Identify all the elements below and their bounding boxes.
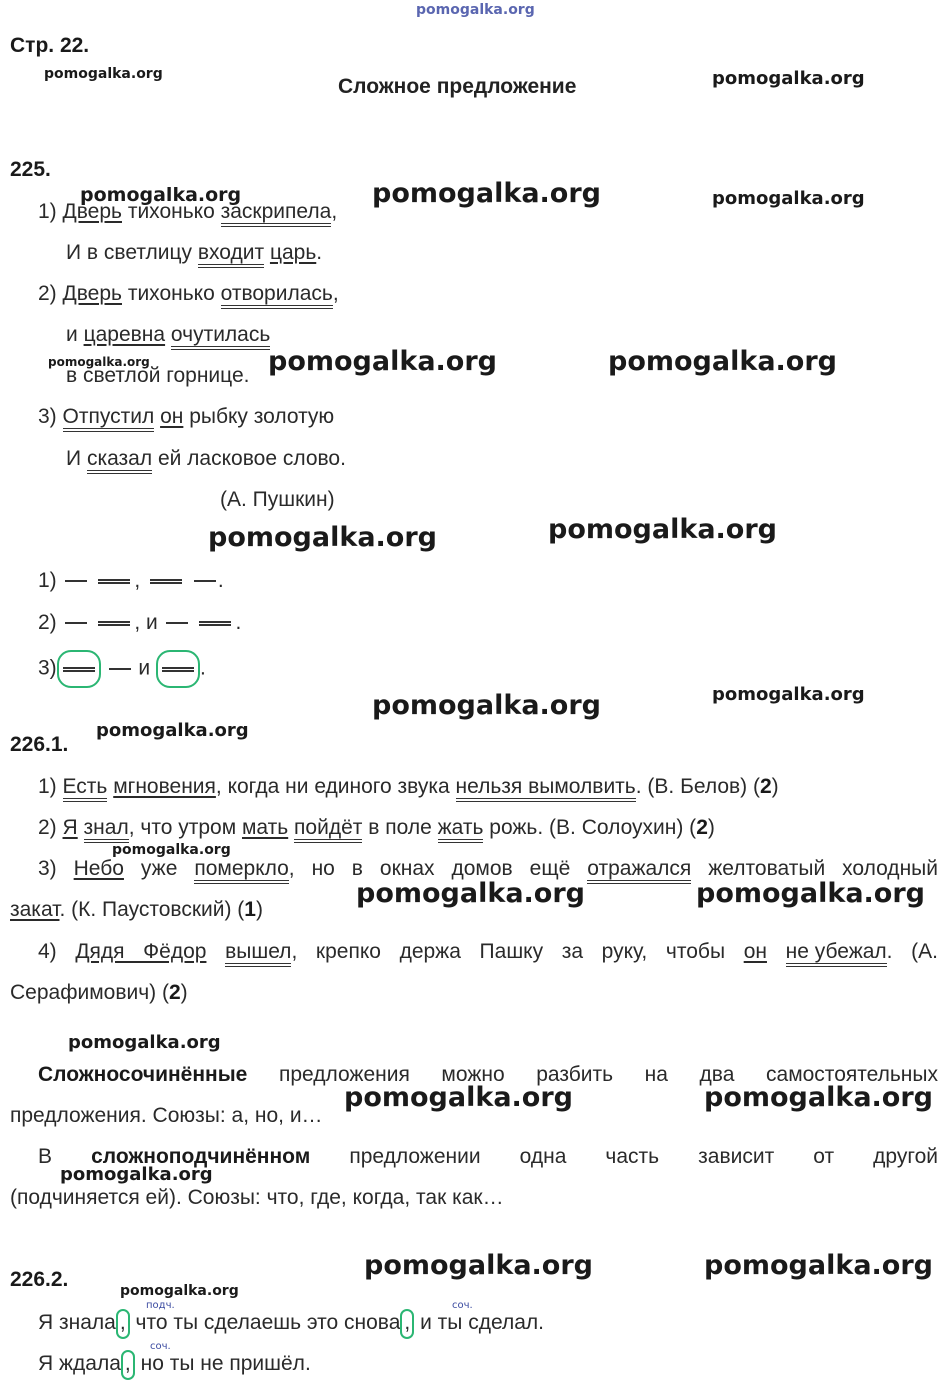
exercise-226-1-number: 226.1. bbox=[10, 733, 69, 756]
poem-line-4: и царевна очутилась bbox=[66, 322, 270, 350]
theory-paragraph-2-cont: (подчиняется ей). Союзы: что, где, когда, так как… bbox=[10, 1186, 504, 1209]
watermark: pomogalka.org bbox=[372, 178, 601, 209]
exercise-225-number: 225. bbox=[10, 158, 51, 181]
watermark: pomogalka.org bbox=[704, 1250, 933, 1281]
watermark: pomogalka.org bbox=[80, 184, 242, 206]
theory-paragraph-1-cont: предложения. Союзы: а, но, и… bbox=[10, 1104, 323, 1127]
predicate-mark bbox=[150, 579, 182, 584]
note-coordinate: соч. bbox=[452, 1300, 473, 1311]
note-coordinate: соч. bbox=[150, 1341, 171, 1352]
watermark: pomogalka.org bbox=[608, 346, 837, 377]
scheme-1: 1) , . bbox=[38, 569, 224, 592]
highlighted-comma: , bbox=[116, 1309, 130, 1339]
predicate-mark bbox=[98, 621, 130, 626]
watermark: pomogalka.org bbox=[68, 1032, 221, 1053]
theory-paragraph-1: Сложносочинённые предложения можно разбить на два самостоятельных bbox=[38, 1063, 938, 1086]
watermark: pomogalka.org bbox=[696, 878, 925, 909]
sentence-4: 4) Дядя Фёдор вышел, крепко держа Пашку за руку, чтобы он не убежал. (А. bbox=[38, 939, 938, 967]
predicate-mark bbox=[199, 621, 231, 626]
predicate-mark bbox=[162, 667, 194, 672]
watermark: pomogalka.org bbox=[344, 1082, 573, 1113]
sentence-3: 3) Небо уже померкло, но в окнах домов ещё отражался желтоватый холодный bbox=[38, 856, 938, 884]
highlight-oval bbox=[156, 650, 200, 688]
sentence-3-cont: закат. (К. Паустовский) (1) bbox=[10, 898, 263, 921]
answer-line-2: Я ждала , но ты не пришёл. bbox=[38, 1350, 311, 1380]
watermark: pomogalka.org bbox=[208, 522, 437, 553]
watermark: pomogalka.org bbox=[704, 1082, 933, 1113]
theory-paragraph-2: В сложноподчинённом предложении одна часть зависит от другой bbox=[38, 1145, 938, 1168]
watermark: pomogalka.org bbox=[356, 878, 585, 909]
scheme-3: 3) и . bbox=[38, 650, 206, 688]
subject-mark bbox=[194, 580, 216, 582]
poem-line-5: в светлой горнице. bbox=[66, 364, 250, 387]
poem-line-2: И в светлицу входит царь. bbox=[66, 240, 322, 268]
watermark: pomogalka.org bbox=[364, 1250, 593, 1281]
scheme-2: 2) , и . bbox=[38, 611, 242, 634]
watermark: pomogalka.org bbox=[44, 66, 163, 82]
subject-mark bbox=[109, 668, 131, 670]
highlighted-comma: , bbox=[400, 1309, 414, 1339]
section-title: Сложное предложение bbox=[338, 75, 577, 98]
watermark-top: pomogalka.org bbox=[416, 2, 535, 18]
poem-line-6: 3) Отпустил он рыбку золотую bbox=[38, 404, 334, 432]
predicate-mark bbox=[63, 667, 95, 672]
subject-mark bbox=[166, 622, 188, 624]
subject-mark bbox=[65, 580, 87, 582]
watermark: pomogalka.org bbox=[48, 355, 150, 369]
highlighted-comma: , bbox=[121, 1350, 135, 1380]
poem-line-1: 1) Дверь тихонько заскрипела, bbox=[38, 199, 337, 227]
subject-mark bbox=[65, 622, 87, 624]
poem-line-7: И сказал ей ласковое слово. bbox=[66, 446, 346, 474]
highlight-oval bbox=[57, 650, 101, 688]
watermark: pomogalka.org bbox=[60, 1164, 213, 1185]
watermark: pomogalka.org bbox=[372, 690, 601, 721]
note-subordinate: подч. bbox=[146, 1300, 175, 1311]
answer-line-1: Я знала , что ты сделаешь это снова , и ты сделал. bbox=[38, 1309, 544, 1339]
watermark: pomogalka.org bbox=[712, 68, 865, 89]
watermark: pomogalka.org bbox=[712, 684, 865, 705]
poem-line-3: 2) Дверь тихонько отворилась, bbox=[38, 281, 339, 309]
watermark: pomogalka.org bbox=[120, 1283, 239, 1299]
exercise-226-2-number: 226.2. bbox=[10, 1268, 69, 1291]
watermark: pomogalka.org bbox=[96, 720, 249, 741]
sentence-4-cont: Серафимович) (2) bbox=[10, 981, 188, 1004]
poem-author: (А. Пушкин) bbox=[220, 488, 335, 511]
page-label: Стр. 22. bbox=[10, 34, 90, 57]
sentence-2: 2) Я знал, что утром мать пойдёт в поле жать рожь. (В. Солоухин) (2) bbox=[38, 815, 715, 843]
sentence-1: 1) Есть мгновения, когда ни единого звука нельзя вымолвить. (В. Белов) (2) bbox=[38, 774, 779, 802]
watermark: pomogalka.org bbox=[548, 514, 777, 545]
watermark: pomogalka.org bbox=[112, 842, 231, 858]
watermark: pomogalka.org bbox=[268, 346, 497, 377]
watermark: pomogalka.org bbox=[712, 188, 865, 209]
predicate-mark bbox=[98, 579, 130, 584]
